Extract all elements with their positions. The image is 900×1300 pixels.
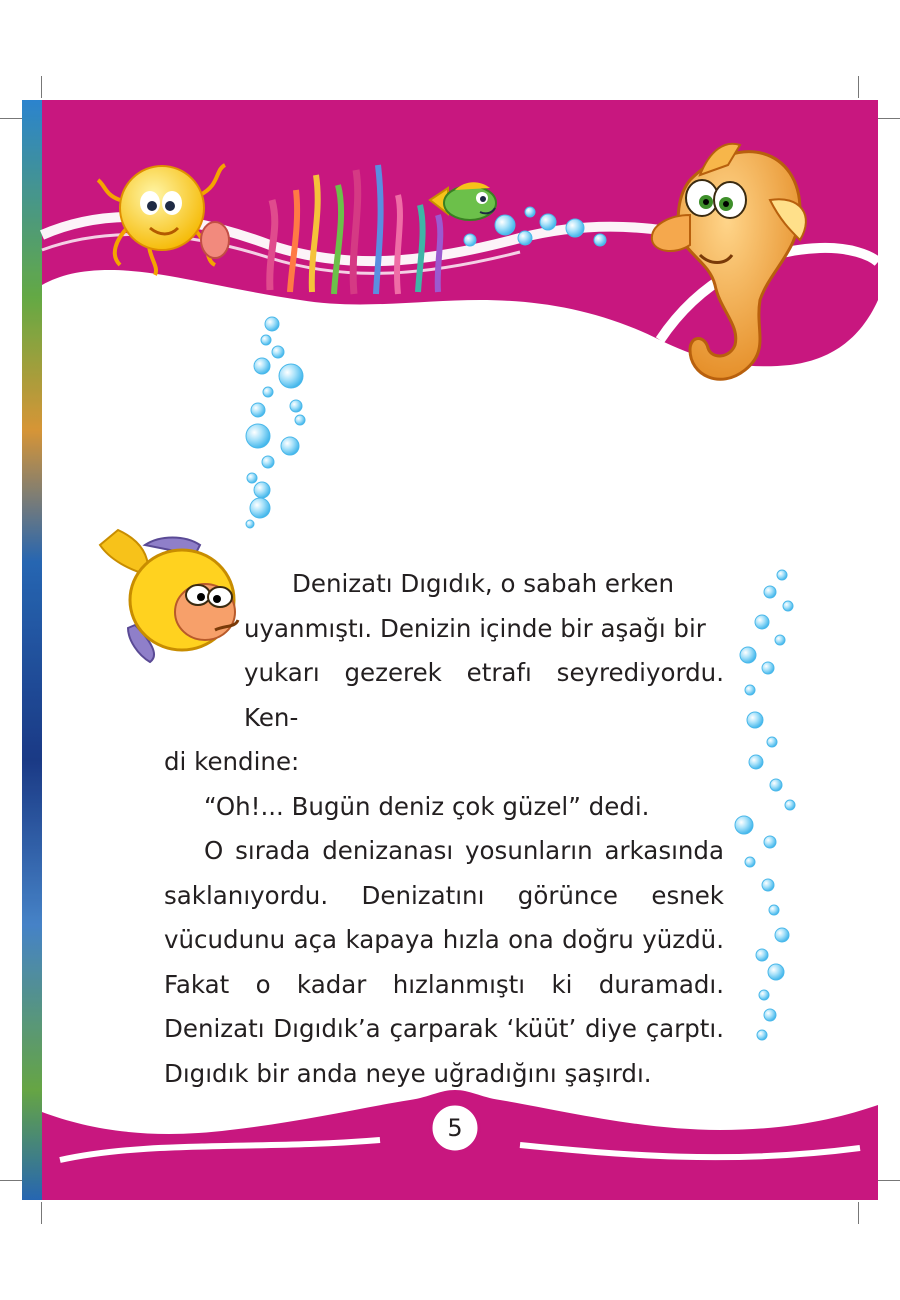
story-text bbox=[164, 562, 724, 1096]
story-paragraph-3: O sırada denizanası yosunların arkasında saklanıyordu. Denizatını görünce esnek vücudunu aça kapaya hızla ona doğru yüzdü. Fakat o kadar hızlanmıştı ki duramadı. Denizatı Dıgıdık’a çarparak ‘küüt’ diye çarptı. Dıgıdık bir anda neye uğradığını şaşırdı. bbox=[164, 836, 724, 1088]
page-number: 5 bbox=[447, 1114, 463, 1142]
story-line-4: di kendine: bbox=[164, 747, 300, 776]
story-line-1: Denizatı Dıgıdık, o sabah erken bbox=[292, 569, 674, 598]
underwater-photo-strip bbox=[22, 100, 42, 1200]
story-line-2: uyanmıştı. Denizin içinde bir aşağı bir bbox=[244, 613, 706, 643]
story-paragraph-2: “Oh!... Bugün deniz çok güzel” dedi. bbox=[204, 791, 650, 821]
story-line-3: yukarı gezerek etrafı seyrediyordu. Ken- bbox=[244, 658, 724, 732]
